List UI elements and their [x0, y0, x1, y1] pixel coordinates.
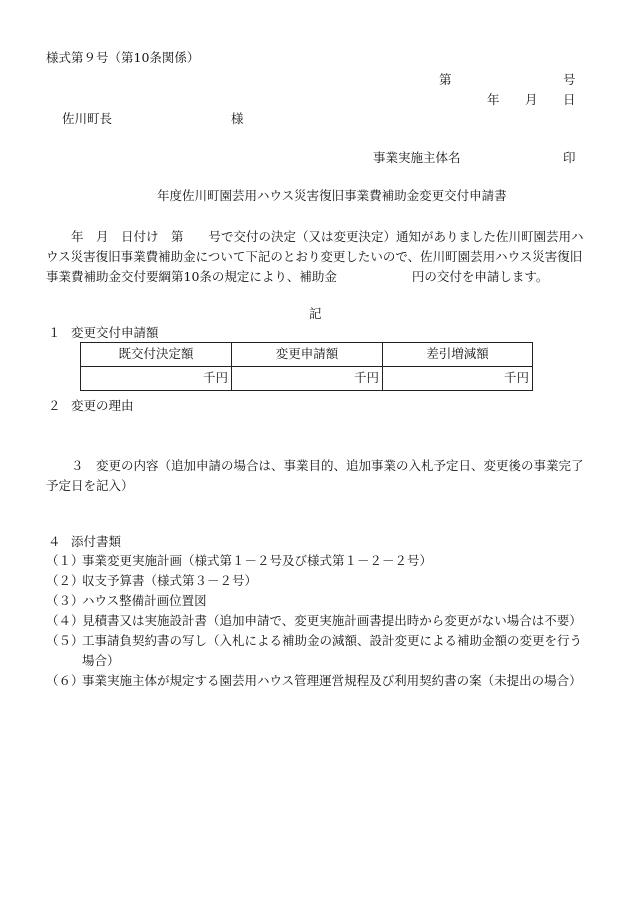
date-year: 年: [487, 92, 500, 107]
header-difference: 差引増減額: [383, 343, 533, 367]
seal-mark: 印: [563, 150, 576, 165]
section-2-label: 変更の理由: [71, 398, 134, 413]
addressee-suffix: 様: [231, 111, 244, 126]
document-title: 年度佐川町園芸用ハウス災害復旧事業費補助金変更交付申請書: [157, 188, 507, 203]
attachment-5-number: （５）: [46, 633, 84, 648]
date-month: 月: [525, 92, 538, 107]
attachment-4-text: 見積書又は実施設計書（追加申請で、変更実施計画書提出時から変更がない場合は不要）: [82, 613, 582, 628]
attachment-1-number: （１）: [46, 553, 84, 568]
attachment-5-text: 工事請負契約書の写し（入札による補助金の減額、設計変更による補助金額の変更を行う場合）: [82, 633, 583, 668]
section-1-label: 変更交付申請額: [71, 325, 159, 340]
body-paragraph: 年 月 日付け 第 号で交付の決定（又は変更決定）通知がありました佐川町園芸用ハウス災害復旧事業費補助金について下記のとおり変更したいので、佐川町園芸用ハウス災害復旧事業費補助金交付要綱第10条の規定により、補助金 円の交付を申請します。: [46, 229, 584, 284]
attachment-3-number: （３）: [46, 593, 84, 608]
value-change-amount: 千円: [232, 367, 383, 391]
attachment-2-number: （２）: [46, 573, 84, 588]
section-3-number: ３: [71, 458, 84, 473]
amount-table-header-row: [81, 343, 533, 367]
header-previous-amount: 既交付決定額: [81, 343, 232, 367]
section-1-number: １: [48, 325, 61, 340]
amount-table: [80, 342, 533, 391]
addressee: 佐川町長: [62, 111, 113, 126]
header-change-amount: 変更申請額: [232, 343, 383, 367]
attachment-6-text: 事業実施主体が規定する園芸用ハウス管理運営規程及び利用契約書の案（未提出の場合）: [82, 673, 582, 688]
form-number: 様式第９号（第10条関係）: [46, 50, 200, 65]
attachment-3-text: ハウス整備計画位置図: [82, 593, 207, 608]
section-4-label: 添付書類: [71, 534, 122, 549]
doc-number-prefix: 第: [439, 72, 452, 87]
section-3-label: 変更の内容（追加申請の場合は、事業目的、追加事業の入札予定日、変更後の事業完了予定日を記入）: [46, 458, 584, 493]
date-day: 日: [563, 92, 576, 107]
doc-number-suffix: 号: [563, 72, 576, 87]
amount-table-value-row: [81, 367, 533, 391]
attachment-4-number: （４）: [46, 613, 84, 628]
attachment-6-number: （６）: [46, 673, 84, 688]
ki-heading: 記: [309, 306, 322, 321]
value-previous-amount: 千円: [81, 367, 232, 391]
section-4-number: ４: [48, 534, 61, 549]
value-difference: 千円: [383, 367, 533, 391]
attachment-1-text: 事業変更実施計画（様式第１－２号及び様式第１－２－２号）: [82, 553, 433, 568]
attachment-2-text: 収支予算書（様式第３－２号）: [82, 573, 258, 588]
section-2-number: ２: [48, 398, 61, 413]
applicant-name-label: 事業実施主体名: [373, 150, 461, 165]
section-3: [46, 456, 594, 496]
